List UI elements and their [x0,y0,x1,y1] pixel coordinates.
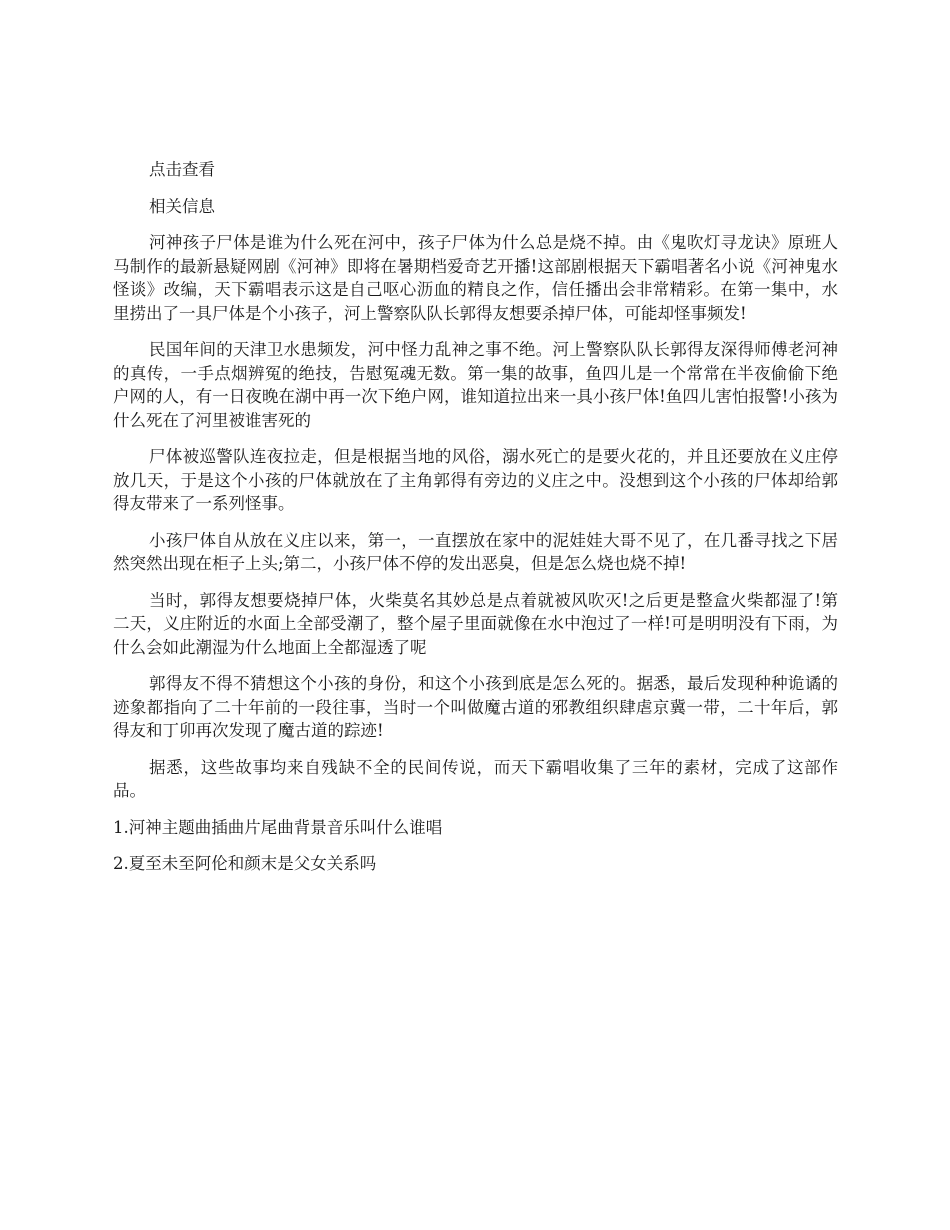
paragraph-4: 小孩尸体自从放在义庄以来，第一，一直摆放在家中的泥娃娃大哥不见了，在几番寻找之下居然突然出现在柜子上头;第二，小孩尸体不停的发出恶臭，但是怎么烧也烧不掉! [113,530,838,573]
related-link-1[interactable]: 1.河神主题曲插曲片尾曲背景音乐叫什么谁唱 [113,817,443,837]
paragraph-7: 据悉，这些故事均来自残缺不全的民间传说，而天下霸唱收集了三年的素材，完成了这部作品。 [113,757,838,800]
paragraph-5: 当时，郭得友想要烧掉尸体，火柴莫名其妙总是点着就被风吹灭!之后更是整盒火柴都湿了!第二天，义庄附近的水面上全部受潮了，整个屋子里面就像在水中泡过了一样!可是明明没有下雨，为什么会如此潮湿为什么地面上全都湿透了呢 [113,590,838,657]
paragraph-3: 尸体被巡警队连夜拉走，但是根据当地的风俗，溺水死亡的是要火花的，并且还要放在义庄停放几天，于是这个小孩的尸体就放在了主角郭得有旁边的义庄之中。没想到这个小孩的尸体却给郭得友带来了一系列怪事。 [113,447,838,513]
related-link-2[interactable]: 2.夏至未至阿伦和颜末是父女关系吗 [113,854,377,873]
paragraph-6: 郭得友不得不猜想这个小孩的身份，和这个小孩到底是怎么死的。据悉，最后发现种种诡谲的迹象都指向了二十年前的一段往事，当时一个叫做魔古道的邪教组织肆虐京冀一带，二十年后，郭得友和丁卯再次发现了魔古道的踪迹! [113,674,838,740]
related-info-heading: 相关信息 [149,196,215,216]
article-body [113,158,838,889]
paragraph-1: 河神孩子尸体是谁为什么死在河中，孩子尸体为什么总是烧不掉。由《鬼吹灯寻龙诀》原班人马制作的最新悬疑网剧《河神》即将在暑期档爱奇艺开播!这部剧根据天下霸唱著名小说《河神鬼水怪谈》改编，天下霸唱表示这是自己呕心沥血的精良之作，信任播出会非常精彩。在第一集中，水里捞出了一具尸体是个小孩子，河上警察队队长郭得友想要杀掉尸体，可能却怪事频发! [113,233,838,323]
click-view-link[interactable]: 点击查看 [149,160,215,179]
paragraph-2: 民国年间的天津卫水患频发，河中怪力乱神之事不绝。河上警察队队长郭得友深得师傅老河神的真传，一手点烟辨冤的绝技，告慰冤魂无数。第一集的故事，鱼四儿是一个常常在半夜偷偷下绝户网的人，有一日夜晚在湖中再一次下绝户网，谁知道拉出来一具小孩尸体!鱼四儿害怕报警!小孩为什么死在了河里被谁害死的 [113,340,838,430]
